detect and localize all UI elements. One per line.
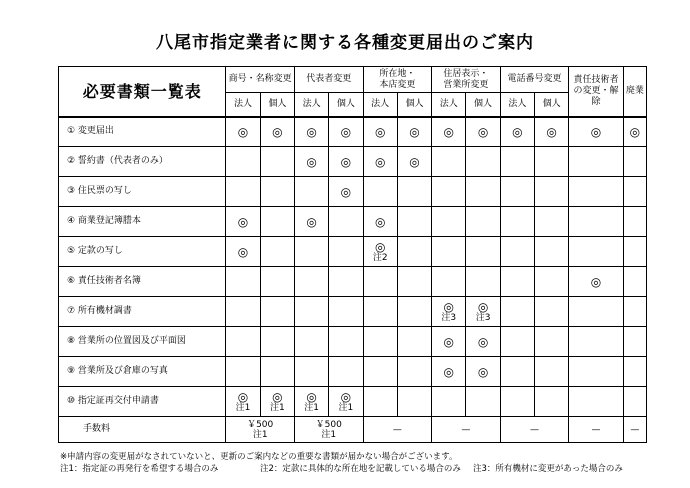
required-mark: ◎	[477, 364, 489, 379]
table-cell	[363, 237, 397, 267]
table-cell	[363, 387, 397, 417]
type-header: 個人	[260, 93, 294, 117]
table-cell	[294, 177, 328, 207]
row-label: ⑦ 所有機材調書	[59, 297, 226, 327]
group-header: 商号・名称変更	[226, 67, 295, 93]
table-cell	[294, 267, 328, 297]
table-cell	[260, 177, 294, 207]
table-row	[59, 267, 647, 297]
type-header: 個人	[329, 93, 363, 117]
row-label: ① 変更届出	[59, 117, 226, 147]
fee-row	[59, 417, 647, 443]
table-cell	[466, 177, 500, 207]
fee-cell	[226, 417, 295, 443]
fee-amount: —	[529, 424, 539, 435]
required-mark: ◎	[590, 124, 602, 139]
table-cell	[226, 297, 260, 327]
row-label: ③ 住民票の写し	[59, 177, 226, 207]
fee-amount: —	[461, 424, 471, 435]
group-header: 廃業	[623, 67, 646, 117]
cell-note: 注3	[475, 312, 491, 323]
row-label: ④ 商業登記簿謄本	[59, 207, 226, 237]
table-cell	[534, 177, 568, 207]
group-header: 電話番号変更	[500, 67, 569, 93]
type-header: 個人	[397, 93, 431, 117]
table-cell	[500, 147, 534, 177]
table-cell	[432, 177, 466, 207]
table-cell	[226, 207, 260, 237]
table-cell	[466, 297, 500, 327]
table-cell	[466, 387, 500, 417]
table-cell	[294, 327, 328, 357]
required-mark: ◎	[340, 154, 352, 169]
table-cell	[432, 327, 466, 357]
fee-amount: —	[392, 424, 402, 435]
fee-cell	[500, 417, 569, 443]
table-cell	[226, 267, 260, 297]
table-cell	[294, 297, 328, 327]
table-cell	[329, 117, 363, 147]
table-cell	[397, 117, 431, 147]
table-cell	[500, 327, 534, 357]
table-cell	[623, 237, 646, 267]
required-mark: ◎	[237, 244, 249, 259]
cell-note: 注2	[372, 252, 388, 263]
row-label: ⑧ 営業所の位置図及び平面図	[59, 327, 226, 357]
table-cell	[466, 327, 500, 357]
table-cell	[534, 237, 568, 267]
table-cell	[432, 237, 466, 267]
table-cell	[294, 237, 328, 267]
table-cell	[534, 357, 568, 387]
table-cell	[432, 207, 466, 237]
required-mark: ◎	[477, 299, 489, 314]
required-mark: ◎	[443, 334, 454, 349]
table-cell	[623, 327, 646, 357]
table-cell	[397, 297, 431, 327]
row-label: ⑨ 営業所及び倉庫の写真	[59, 357, 226, 387]
table-row	[59, 387, 647, 417]
table-title: 必要書類一覧表	[59, 67, 226, 117]
table-cell	[260, 327, 294, 357]
required-mark: ◎	[409, 154, 420, 169]
table-cell	[363, 117, 397, 147]
required-mark: ◎	[306, 389, 317, 404]
required-mark: ◎	[237, 214, 249, 229]
table-cell	[363, 207, 397, 237]
required-mark: ◎	[306, 214, 317, 229]
table-cell	[397, 237, 431, 267]
fee-cell	[432, 417, 501, 443]
note-main: ※申請内容の変更届がなされていないと、更新のご案内などの重要な書類が届かない場合がございます。	[60, 452, 458, 462]
table-cell	[534, 297, 568, 327]
table-cell	[329, 327, 363, 357]
table-cell	[294, 387, 328, 417]
required-mark: ◎	[443, 364, 454, 379]
table-cell	[623, 297, 646, 327]
table-cell	[534, 327, 568, 357]
table-cell	[363, 357, 397, 387]
fee-amount: ￥500	[247, 419, 274, 430]
table-cell	[432, 147, 466, 177]
table-cell	[329, 147, 363, 177]
table-row	[59, 297, 647, 327]
fee-note: 注1	[321, 429, 337, 440]
table-cell	[329, 237, 363, 267]
required-mark: ◎	[512, 124, 523, 139]
required-mark: ◎	[237, 124, 249, 139]
table-row	[59, 147, 647, 177]
table-row	[59, 357, 647, 387]
required-mark: ◎	[374, 154, 386, 169]
table-cell	[432, 357, 466, 387]
table-cell	[569, 147, 623, 177]
fee-amount: —	[630, 424, 640, 435]
table-cell	[500, 267, 534, 297]
required-mark: ◎	[374, 124, 386, 139]
required-mark: ◎	[272, 389, 283, 404]
group-header: 所在地・ 本店変更	[363, 67, 432, 93]
table-cell	[226, 387, 260, 417]
group-header: 住居表示・ 営業所変更	[432, 67, 501, 93]
fee-amount: —	[591, 424, 601, 435]
table-cell	[329, 357, 363, 387]
table-cell	[226, 357, 260, 387]
table-cell	[226, 147, 260, 177]
table-cell	[363, 297, 397, 327]
required-mark: ◎	[340, 184, 352, 199]
table-cell	[569, 237, 623, 267]
table-cell	[500, 207, 534, 237]
table-cell	[294, 117, 328, 147]
cell-note: 注1	[269, 402, 285, 413]
note-2: 注2：定款に具体的な所在地を記載している場合のみ	[260, 464, 461, 474]
table-cell	[226, 117, 260, 147]
table-cell	[500, 177, 534, 207]
table-cell	[260, 267, 294, 297]
cell-note: 注1	[304, 402, 319, 413]
required-mark: ◎	[272, 124, 283, 139]
type-header: 法人	[500, 93, 534, 117]
table-cell	[569, 387, 623, 417]
required-mark: ◎	[306, 124, 317, 139]
table-cell	[466, 207, 500, 237]
required-mark: ◎	[629, 124, 641, 139]
type-header: 法人	[363, 93, 397, 117]
table-cell	[329, 297, 363, 327]
table-row	[59, 327, 647, 357]
table-cell	[294, 207, 328, 237]
table-cell	[500, 357, 534, 387]
table-cell	[623, 117, 646, 147]
row-label: ⑩ 指定証再交付申請書	[59, 387, 226, 417]
group-header: 責任技術者 の変更・解除	[569, 67, 623, 117]
table-cell	[466, 357, 500, 387]
fee-cell	[294, 417, 363, 443]
table-cell	[623, 267, 646, 297]
table-cell	[569, 267, 623, 297]
fee-cell	[569, 417, 623, 443]
table-cell	[534, 207, 568, 237]
table-cell	[500, 297, 534, 327]
table-cell	[623, 207, 646, 237]
table-cell	[226, 237, 260, 267]
type-header: 法人	[432, 93, 466, 117]
table-cell	[623, 147, 646, 177]
table-cell	[466, 267, 500, 297]
table-row	[59, 177, 647, 207]
table-cell	[569, 327, 623, 357]
table-cell	[363, 327, 397, 357]
table-cell	[260, 297, 294, 327]
table-row	[59, 207, 647, 237]
table-cell	[500, 117, 534, 147]
table-cell	[397, 267, 431, 297]
table-cell	[569, 207, 623, 237]
required-mark: ◎	[546, 124, 557, 139]
table-cell	[226, 327, 260, 357]
table-cell	[397, 177, 431, 207]
table-cell	[534, 267, 568, 297]
required-mark: ◎	[409, 124, 420, 139]
required-mark: ◎	[340, 389, 352, 404]
table-cell	[500, 387, 534, 417]
table-cell	[329, 207, 363, 237]
fee-note: 注1	[252, 429, 268, 440]
note-3: 注3：所有機材に変更があった場合のみ	[473, 464, 623, 474]
table-cell	[466, 237, 500, 267]
table-cell	[363, 147, 397, 177]
required-mark: ◎	[443, 299, 454, 314]
required-mark: ◎	[590, 274, 602, 289]
table-cell	[534, 147, 568, 177]
required-documents-table	[58, 66, 647, 443]
table-cell	[466, 117, 500, 147]
table-cell	[363, 267, 397, 297]
table-cell	[397, 327, 431, 357]
type-header: 個人	[534, 93, 568, 117]
table-cell	[226, 177, 260, 207]
table-cell	[432, 267, 466, 297]
table-cell	[397, 207, 431, 237]
table-cell	[260, 237, 294, 267]
table-cell	[260, 117, 294, 147]
page-title: 八尾市指定業者に関する各種変更届出のご案内	[156, 33, 534, 53]
fee-amount: ￥500	[315, 419, 342, 430]
table-row	[59, 117, 647, 147]
row-label: ⑥ 責任技術者名簿	[59, 267, 226, 297]
required-mark: ◎	[306, 154, 317, 169]
header-row-groups	[59, 67, 647, 93]
required-mark: ◎	[237, 389, 249, 404]
type-header: 個人	[466, 93, 500, 117]
required-mark: ◎	[340, 124, 352, 139]
row-label: ⑤ 定款の写し	[59, 237, 226, 267]
group-header: 代表者変更	[294, 67, 363, 93]
table-cell	[397, 147, 431, 177]
cell-note: 注3	[441, 312, 457, 323]
required-mark: ◎	[374, 239, 386, 254]
table-cell	[569, 357, 623, 387]
cell-note: 注1	[235, 402, 251, 413]
required-mark: ◎	[443, 124, 454, 139]
table-cell	[397, 357, 431, 387]
table-cell	[329, 177, 363, 207]
fee-cell	[363, 417, 432, 443]
table-cell	[260, 387, 294, 417]
required-mark: ◎	[477, 124, 489, 139]
note-1: 注1：指定証の再発行を希望する場合のみ	[60, 464, 219, 474]
table-cell	[329, 387, 363, 417]
table-cell	[294, 147, 328, 177]
table-cell	[569, 177, 623, 207]
table-cell	[432, 297, 466, 327]
table-cell	[260, 357, 294, 387]
table-cell	[432, 117, 466, 147]
table-cell	[569, 117, 623, 147]
table-cell	[294, 357, 328, 387]
table-cell	[260, 207, 294, 237]
row-label: ② 誓約書（代表者のみ）	[59, 147, 226, 177]
table-cell	[260, 147, 294, 177]
cell-note: 注1	[338, 402, 354, 413]
type-header: 法人	[226, 93, 260, 117]
table-cell	[329, 267, 363, 297]
table-cell	[534, 117, 568, 147]
table-cell	[500, 237, 534, 267]
table-cell	[569, 297, 623, 327]
table-cell	[623, 177, 646, 207]
table-cell	[623, 357, 646, 387]
table-row	[59, 237, 647, 267]
table-cell	[466, 147, 500, 177]
table-cell	[534, 387, 568, 417]
table-cell	[432, 387, 466, 417]
required-mark: ◎	[374, 214, 386, 229]
required-mark: ◎	[477, 334, 489, 349]
table-cell	[397, 387, 431, 417]
fee-label: 手数料	[59, 417, 226, 443]
table-cell	[363, 177, 397, 207]
type-header: 法人	[294, 93, 328, 117]
table-cell	[623, 387, 646, 417]
fee-cell	[623, 417, 646, 443]
